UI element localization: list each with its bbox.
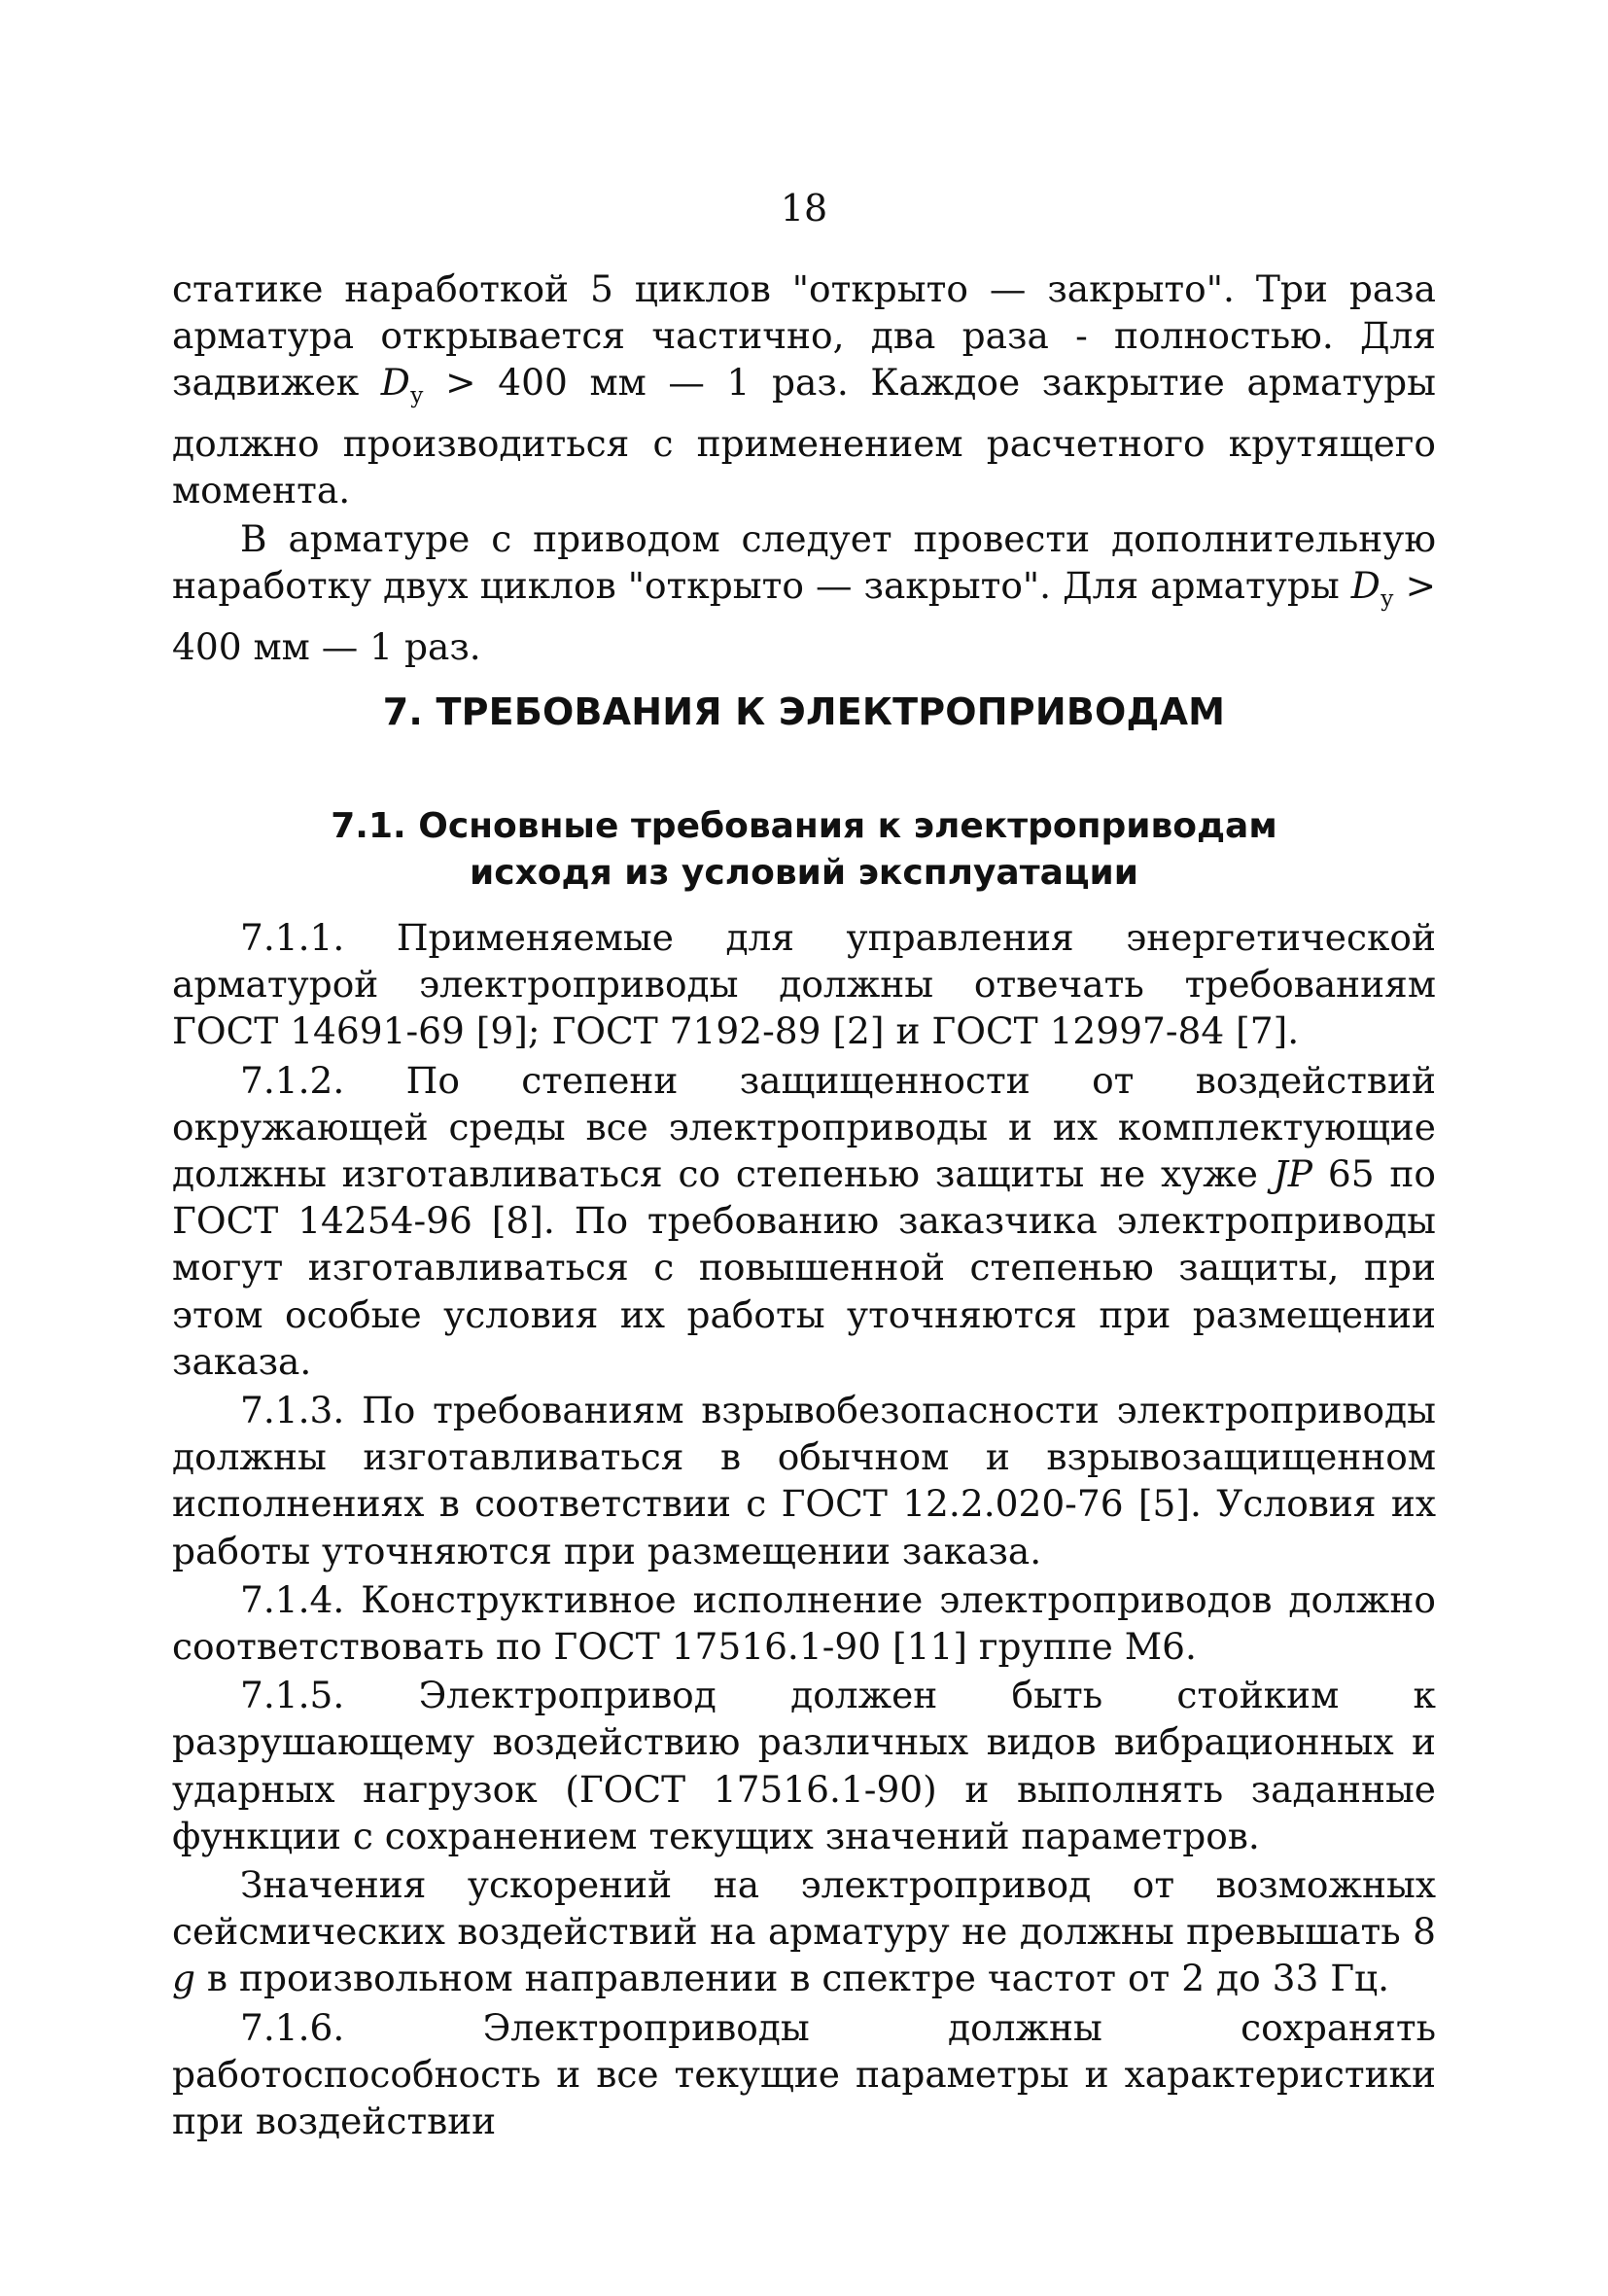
nominal-diameter-symbol: D (1350, 564, 1381, 608)
intro-paragraph-text: > 400 мм — 1 раз. Каждое закрытие арматуры должно производиться с применением расчетного крутящего момента. (172, 361, 1436, 512)
subsection-title-line: исходя из условий эксплуатации (470, 853, 1138, 893)
paragraph-7-1-6: 7.1.6. Электроприводы должны сохранять работоспособность и все текущие параметры и характеристики при воздействии (172, 2005, 1436, 2143)
intro-text (172, 265, 1436, 670)
page-number: 18 (780, 187, 828, 230)
paragraph-seismic (172, 1861, 1436, 2002)
nominal-diameter-subscript: у (409, 382, 424, 409)
paragraph-7-1-2 (172, 1057, 1436, 1385)
intro-paragraph (172, 515, 1436, 670)
nominal-diameter-subscript: у (1380, 585, 1394, 613)
paragraph-7-1-3: 7.1.3. По требованиям взрывобезопасности электроприводы должны изготавливаться в обычном и взрывозащищенном исполнениях в соответствии с ГОСТ 12.2.020-76 [5]. Условия их работы уточняются при размещении заказа. (172, 1389, 1436, 1572)
intro-paragraph-text: В арматуре с приводом следует провести дополнительную наработку двух циклов "открыто — закрыто". Для арматуры (172, 517, 1436, 608)
subsection-title-line: 7.1. Основные требования к электроприводам (331, 806, 1277, 846)
gravity-symbol: g (172, 1957, 196, 2000)
intro-paragraph (172, 265, 1436, 513)
nominal-diameter-symbol: D (380, 361, 410, 405)
paragraph-7-1-5: 7.1.5. Электропривод должен быть стойким к разрушающему воздействию различных видов вибрационных и ударных нагрузок (ГОСТ 17516.1-90) и выполнять заданные функции с сохранением текущих значений параметров. (172, 1674, 1436, 1857)
paragraph-7-1-4: 7.1.4. Конструктивное исполнение электроприводов должно соответствовать по ГОСТ 17516.1-90 [11] группе М6. (172, 1577, 1436, 1669)
ip-code-symbol: JP (1273, 1152, 1313, 1196)
section-title: 7. ТРЕБОВАНИЯ К ЭЛЕКТРОПРИВОДАМ (382, 690, 1226, 733)
section-body (172, 914, 1436, 2144)
paragraph-text: в произвольном направлении в спектре частот от 2 до 33 Гц. (195, 1957, 1390, 2000)
paragraph-text: 7.1.2. По степени защищенности от воздействий окружающей среды все электроприводы и их комплектующие должны изготавливаться со степенью защиты не хуже (172, 1058, 1436, 1196)
paragraph-7-1-1: 7.1.1. Применяемые для управления энергетической арматурой электроприводы должны отвечать требованиям ГОСТ 14691-69 [9]; ГОСТ 7192-89 [2] и ГОСТ 12997-84 [7]. (172, 916, 1436, 1053)
paragraph-text: 65 по ГОСТ 14254-96 [8]. По требованию заказчика электроприводы могут изготавливаться с повышенной степенью защиты, при этом особые условия их работы уточняются при размещении заказа. (172, 1152, 1436, 1383)
subsection-title (0, 803, 1608, 897)
paragraph-text: Значения ускорений на электропривод от возможных сейсмических воздействий на арматуру не должны превышать 8 (172, 1863, 1436, 1954)
intro-paragraph-text: статике наработкой 5 циклов "открыто — закрыто". Три раза арматура открывается частично, два раза - полностью. Для задвижек (172, 267, 1436, 405)
intro-paragraph-text: > 400 мм — 1 раз. (172, 564, 1436, 668)
